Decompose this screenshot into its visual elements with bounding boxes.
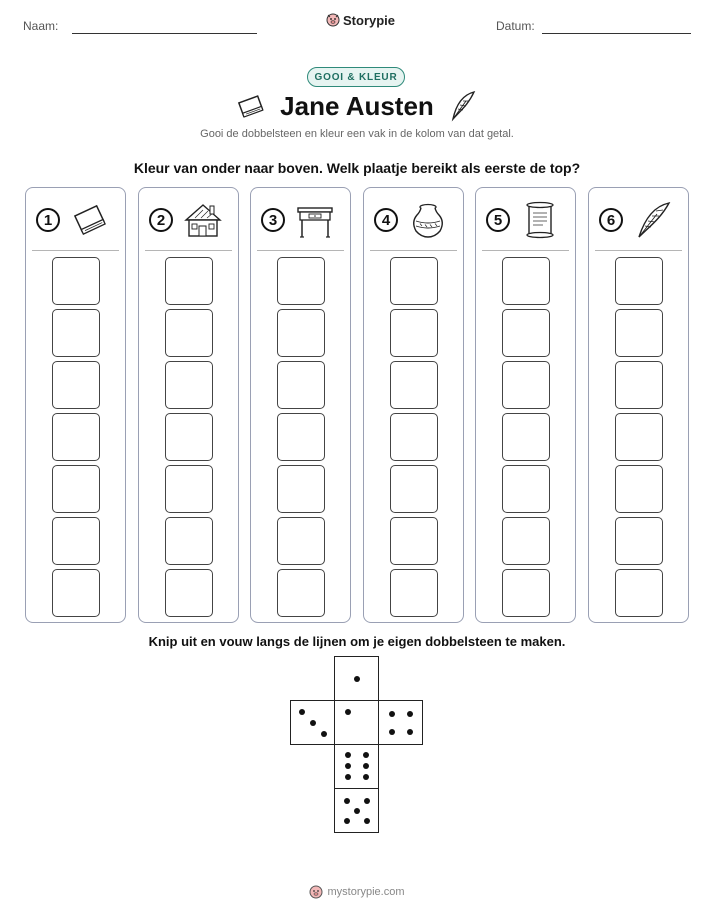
die-pip: [321, 731, 327, 737]
die-pip: [345, 752, 351, 758]
color-cell[interactable]: [165, 569, 213, 617]
date-line: [542, 33, 691, 34]
column-2: [138, 187, 239, 623]
die-pip: [354, 676, 360, 682]
die-face-5: [334, 788, 379, 833]
color-cell[interactable]: [277, 569, 325, 617]
color-cell[interactable]: [52, 465, 100, 513]
color-cell[interactable]: [390, 517, 438, 565]
color-cell[interactable]: [502, 361, 550, 409]
die-pip: [389, 729, 395, 735]
die-pip: [407, 729, 413, 735]
name-label: Naam:: [23, 19, 59, 33]
column-number: 6: [599, 208, 623, 232]
color-cell[interactable]: [165, 465, 213, 513]
color-cell[interactable]: [615, 413, 663, 461]
column-divider: [257, 250, 344, 251]
die-face-4: [378, 700, 423, 745]
color-cell[interactable]: [615, 257, 663, 305]
die-pip: [345, 763, 351, 769]
color-cell[interactable]: [277, 465, 325, 513]
color-cell[interactable]: [52, 413, 100, 461]
die-pip: [344, 798, 350, 804]
color-cell[interactable]: [277, 309, 325, 357]
footer-url: mystorypie.com: [327, 886, 405, 898]
color-cell[interactable]: [390, 569, 438, 617]
color-cell[interactable]: [390, 465, 438, 513]
die-pip: [389, 711, 395, 717]
instruction-top: Kleur van onder naar boven. Welk plaatje bereikt als eerste de top?: [133, 160, 581, 176]
color-cell[interactable]: [277, 413, 325, 461]
column-6: [588, 187, 689, 623]
die-pip: [364, 798, 370, 804]
brand-name: Storypie: [343, 12, 396, 28]
color-cell[interactable]: [502, 413, 550, 461]
die-pip: [345, 774, 351, 780]
column-divider: [370, 250, 457, 251]
color-cell[interactable]: [52, 361, 100, 409]
color-cell[interactable]: [390, 361, 438, 409]
column-divider: [482, 250, 569, 251]
column-number: 2: [149, 208, 173, 232]
pig-mascot-icon: [309, 884, 323, 900]
die-pip: [364, 818, 370, 824]
footer: [0, 884, 714, 900]
color-cell[interactable]: [615, 465, 663, 513]
quill-icon: [448, 89, 478, 123]
color-cell[interactable]: [165, 517, 213, 565]
column-divider: [145, 250, 232, 251]
die-pip: [354, 808, 360, 814]
color-cell[interactable]: [390, 413, 438, 461]
die-face-3: [290, 700, 335, 745]
die-face-1: [334, 700, 379, 745]
color-cell[interactable]: [277, 257, 325, 305]
color-cell[interactable]: [502, 569, 550, 617]
book-icon: [70, 200, 110, 240]
column-3: [250, 187, 351, 623]
scroll-icon: [520, 200, 560, 240]
date-label: Datum:: [496, 19, 535, 33]
die-pip: [363, 763, 369, 769]
color-cell[interactable]: [615, 361, 663, 409]
color-cell[interactable]: [165, 361, 213, 409]
vase-icon: [408, 200, 448, 240]
column-5: [475, 187, 576, 623]
column-number: 1: [36, 208, 60, 232]
die-face-6: [334, 744, 379, 789]
activity-badge: GOOI & KLEUR: [307, 67, 405, 87]
cottage-icon: [183, 200, 223, 240]
quill-icon: [633, 200, 673, 240]
color-cell[interactable]: [502, 309, 550, 357]
column-4: [363, 187, 464, 623]
color-cell[interactable]: [52, 257, 100, 305]
color-cell[interactable]: [615, 517, 663, 565]
die-pip: [344, 818, 350, 824]
color-cell[interactable]: [165, 257, 213, 305]
pig-mascot-icon: [326, 12, 340, 28]
color-cell[interactable]: [502, 517, 550, 565]
die-pip: [299, 709, 305, 715]
color-cell[interactable]: [52, 569, 100, 617]
color-cell[interactable]: [502, 465, 550, 513]
color-cell[interactable]: [502, 257, 550, 305]
column-1: [25, 187, 126, 623]
page-subtitle: Gooi de dobbelsteen en kleur een vak in de kolom van dat getal.: [200, 128, 514, 140]
color-cell[interactable]: [615, 309, 663, 357]
writing-desk-icon: [295, 200, 335, 240]
column-number: 3: [261, 208, 285, 232]
color-cell[interactable]: [277, 517, 325, 565]
color-cell[interactable]: [165, 309, 213, 357]
die-pip: [345, 709, 351, 715]
die-pip: [407, 711, 413, 717]
die-face-1: [334, 656, 379, 701]
die-pip: [363, 774, 369, 780]
column-number: 5: [486, 208, 510, 232]
color-cell[interactable]: [615, 569, 663, 617]
brand-logo: [326, 12, 395, 28]
instruction-bottom: Knip uit en vouw langs de lijnen om je eigen dobbelsteen te maken.: [148, 634, 566, 649]
die-pip: [310, 720, 316, 726]
color-cell[interactable]: [52, 309, 100, 357]
column-divider: [595, 250, 682, 251]
column-divider: [32, 250, 119, 251]
color-cell[interactable]: [390, 257, 438, 305]
color-cell[interactable]: [165, 413, 213, 461]
color-cell[interactable]: [390, 309, 438, 357]
name-line: [72, 33, 257, 34]
page-title: Jane Austen: [280, 91, 434, 121]
color-cell[interactable]: [277, 361, 325, 409]
column-number: 4: [374, 208, 398, 232]
color-cell[interactable]: [52, 517, 100, 565]
die-pip: [363, 752, 369, 758]
